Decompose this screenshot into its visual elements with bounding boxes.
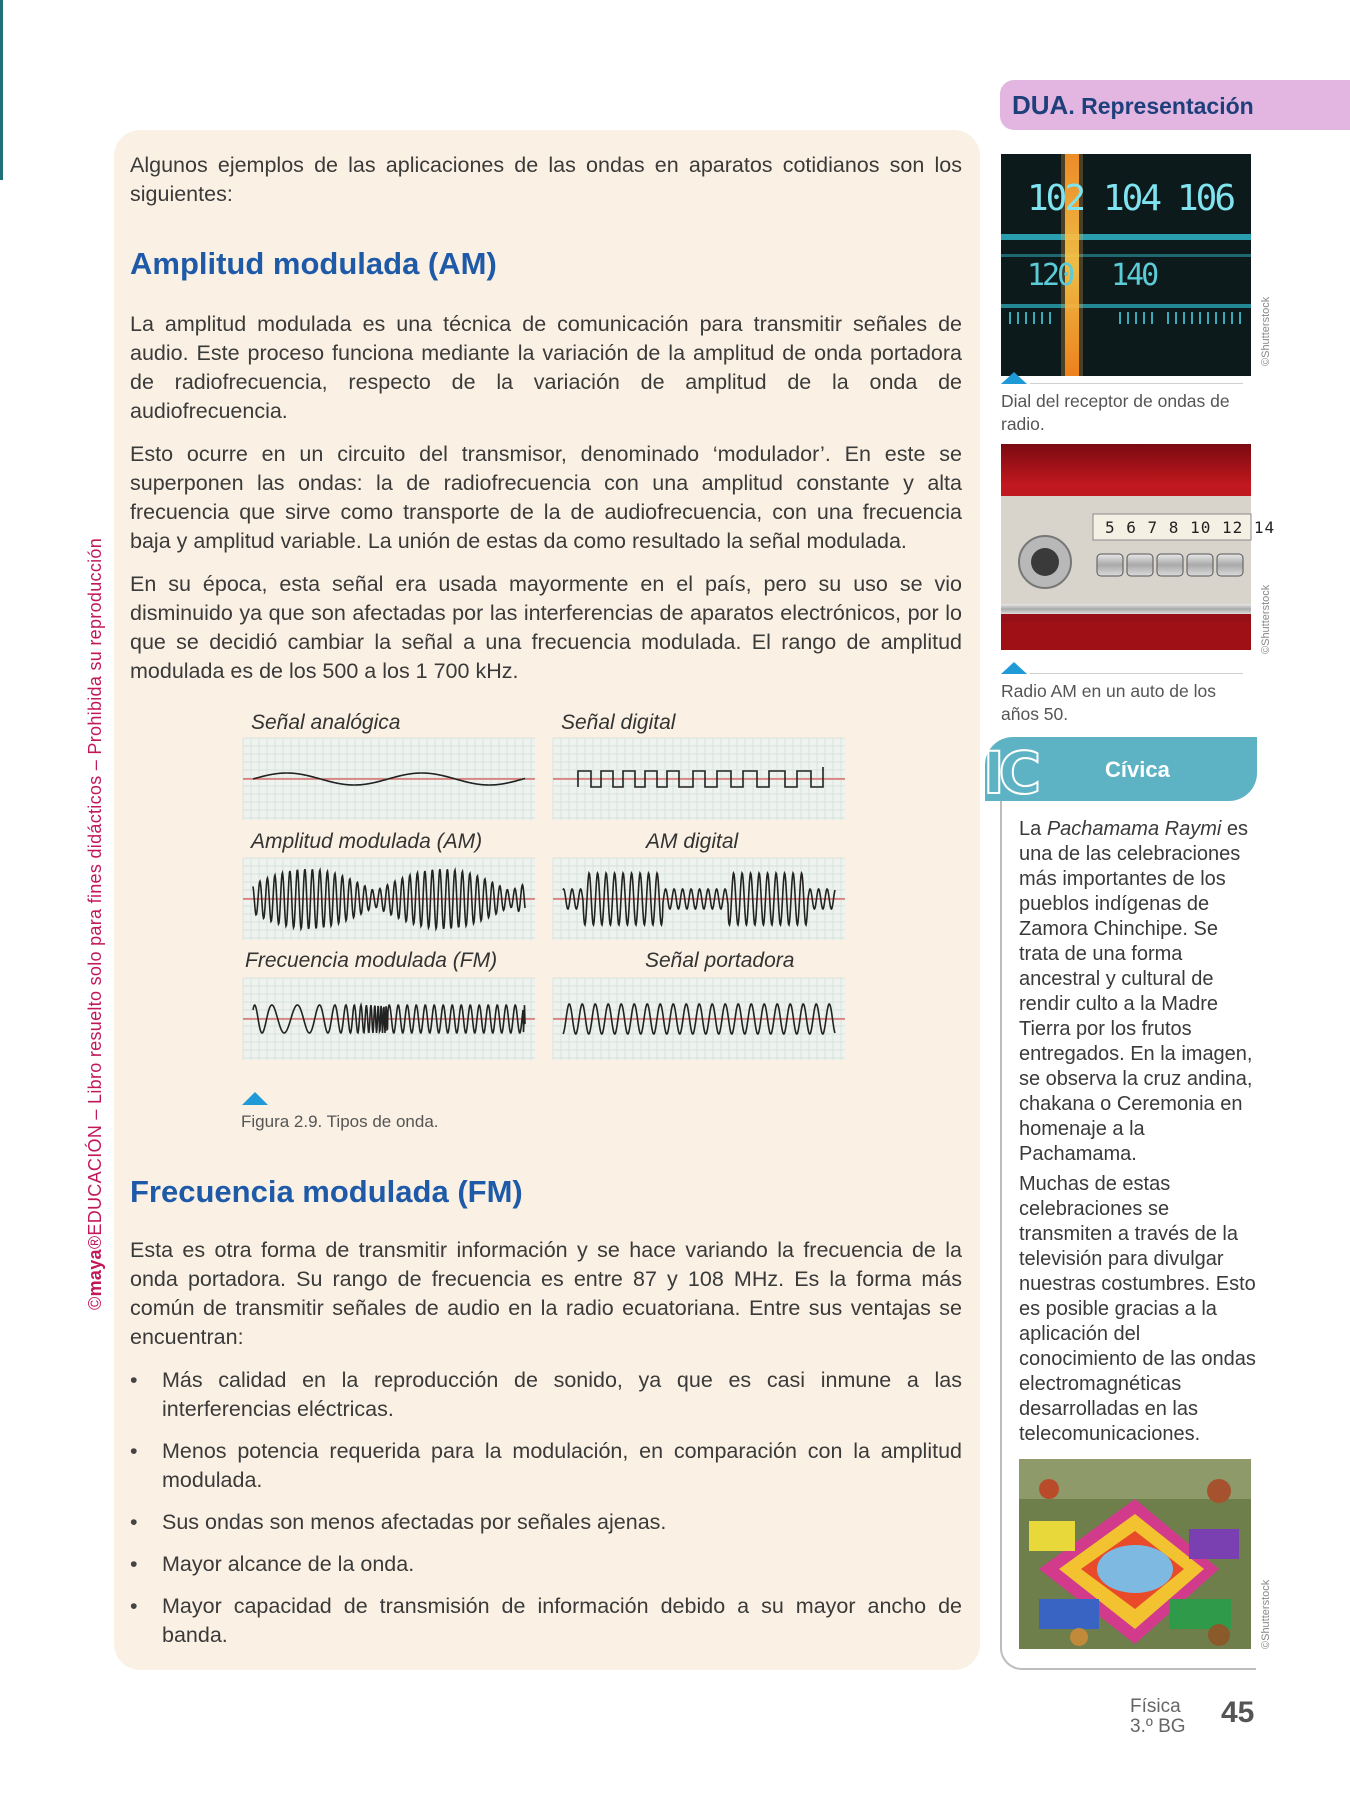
- grade-name: 3.º BG: [1130, 1716, 1186, 1737]
- list-item: • Sus ondas son menos afectadas por señales ajenas.: [130, 1508, 962, 1537]
- list-item: • Menos potencia requerida para la modulación, en comparación con la amplitud modulada.: [130, 1437, 962, 1495]
- civica-paragraph-1: La Pachamama Raymi es una de las celebraciones más importantes de los pueblos indígenas de Zamora Chinchipe. Se trata de una forma ancestral y cultural de rendir culto a la Madre Tierra por los frutos entregados. En la imagen, se observa la cruz andina, chakana o Ceremonia en homenaje a la Pachamama.: [1019, 818, 1253, 1165]
- wave-panel-am-digital: [553, 858, 845, 940]
- list-item: • Mayor alcance de la onda.: [130, 1550, 962, 1579]
- wave-panel-digital: [553, 738, 845, 820]
- dua-subtitle: . Representación: [1068, 93, 1254, 119]
- page-number: 45: [1221, 1696, 1255, 1729]
- dial-number: 106: [1177, 178, 1234, 219]
- figure-caption: Figura 2.9. Tipos de onda.: [241, 1112, 439, 1131]
- fm-advantages-list: [130, 1366, 962, 1663]
- wave-panel-am: [243, 858, 535, 940]
- am-paragraph-3: En su época, esta señal era usada mayormente en el país, pero su uso se vio disminuido ya que son afectadas por las interferencias de aparatos electrónicos, por lo que se decidió cambiar la señal a una frecuencia modulada. El rango de amplitud modulada es de los 500 a los 1 700 kHz.: [130, 572, 962, 683]
- am-heading: Amplitud modulada (AM): [130, 246, 497, 281]
- wave-label-digital: Señal digital: [561, 711, 676, 734]
- caption-divider: [1030, 383, 1243, 384]
- radio-dial-photo: [1001, 154, 1251, 376]
- intro-paragraph: Algunos ejemplos de las aplicaciones de las ondas en aparatos cotidianos son los siguientes:: [130, 153, 962, 206]
- car-radio-dial-numbers: 5 6 7 8 10 12 14: [1105, 518, 1276, 537]
- civica-paragraph-2: Muchas de estas celebraciones se transmiten a través de la televisión para divulgar nuestras costumbres. Esto es posible gracias a la aplicación del conocimiento de las ondas electromagnéticas desarrolladas en las telecomunicaciones.: [1019, 1173, 1256, 1445]
- wave-panel-fm: [243, 978, 535, 1060]
- page-edge-bar: [0, 0, 3, 180]
- photo-credit: ©Shutterstock: [1260, 584, 1272, 654]
- photo-credit: ©Shutterstock: [1260, 296, 1272, 366]
- subject-name: Física: [1130, 1696, 1181, 1717]
- dial-number: 102: [1027, 178, 1084, 219]
- am-paragraph-2: Esto ocurre en un circuito del transmisor, denominado ‘modulador’. En este se superponen las ondas: la de radiofrecuencia con una amplitud constante y alta frecuencia que sirve como transporte de la de audiofrecuencia, con una frecuencia baja y amplitud variable. La unión de estas da como resultado la señal modulada.: [130, 442, 962, 553]
- caption-marker-icon: [1001, 662, 1027, 674]
- am-paragraph-1: La amplitud modulada es una técnica de comunicación para transmitir señales de audio. Este proceso funciona mediante la variación de la amplitud de onda portadora de radiofrecuencia, respecto de la variación de amplitud de la onda de audiofrecuencia.: [130, 312, 962, 423]
- fm-paragraph-1: Esta es otra forma de transmitir información y se hace variando la frecuencia de la onda portadora. Su rango de frecuencia es entre 87 y 108 MHz. Es la forma más común de transmitir señales de audio en la radio ecuatoriana. Entre sus ventajas se encuentran:: [130, 1238, 962, 1349]
- chakana-illustration: [1019, 1459, 1251, 1649]
- caption-marker-icon: [1001, 372, 1027, 384]
- footer-subject: [1130, 1697, 1186, 1737]
- civica-title: Cívica: [1105, 757, 1170, 782]
- dial-number: 140: [1111, 258, 1157, 293]
- car-radio-illustration: [1001, 444, 1251, 650]
- wave-label-fm: Frecuencia modulada (FM): [245, 949, 498, 972]
- photo-credit: ©Shutterstock: [1260, 1579, 1272, 1649]
- caption-divider: [1030, 673, 1243, 674]
- list-item: • Más calidad en la reproducción de sonido, ya que es casi inmune a las interferencias eléctricas.: [130, 1366, 962, 1424]
- list-item: • Mayor capacidad de transmisión de información debido a su mayor ancho de banda.: [130, 1592, 962, 1650]
- car-radio-caption: Radio AM en un auto de los años 50.: [1001, 681, 1217, 724]
- fm-heading: Frecuencia modulada (FM): [130, 1174, 523, 1209]
- wave-label-analog: Señal analógica: [251, 711, 401, 734]
- dial-number: 104: [1103, 178, 1160, 219]
- civica-logo: IC: [983, 739, 1036, 807]
- figure-marker-icon: [242, 1092, 268, 1105]
- wave-label-am-digital: AM digital: [646, 830, 739, 853]
- wave-panel-analog: [243, 738, 535, 820]
- dua-tab: [1000, 80, 1350, 130]
- dua-label: DUA: [1012, 90, 1069, 120]
- radio-dial-caption: Dial del receptor de ondas de radio.: [1001, 391, 1230, 434]
- pachamama-ceremony-photo: [1019, 1459, 1251, 1649]
- dial-number: 120: [1027, 258, 1073, 293]
- wave-label-am: Amplitud modulada (AM): [251, 830, 483, 853]
- wave-label-carrier: Señal portadora: [645, 949, 795, 972]
- copyright-vertical-notice: ©maya®EDUCACIÓN – Libro resuelto solo para fines didácticos – Prohibida su reproducción: [85, 537, 105, 1310]
- wave-panel-carrier: [553, 978, 845, 1060]
